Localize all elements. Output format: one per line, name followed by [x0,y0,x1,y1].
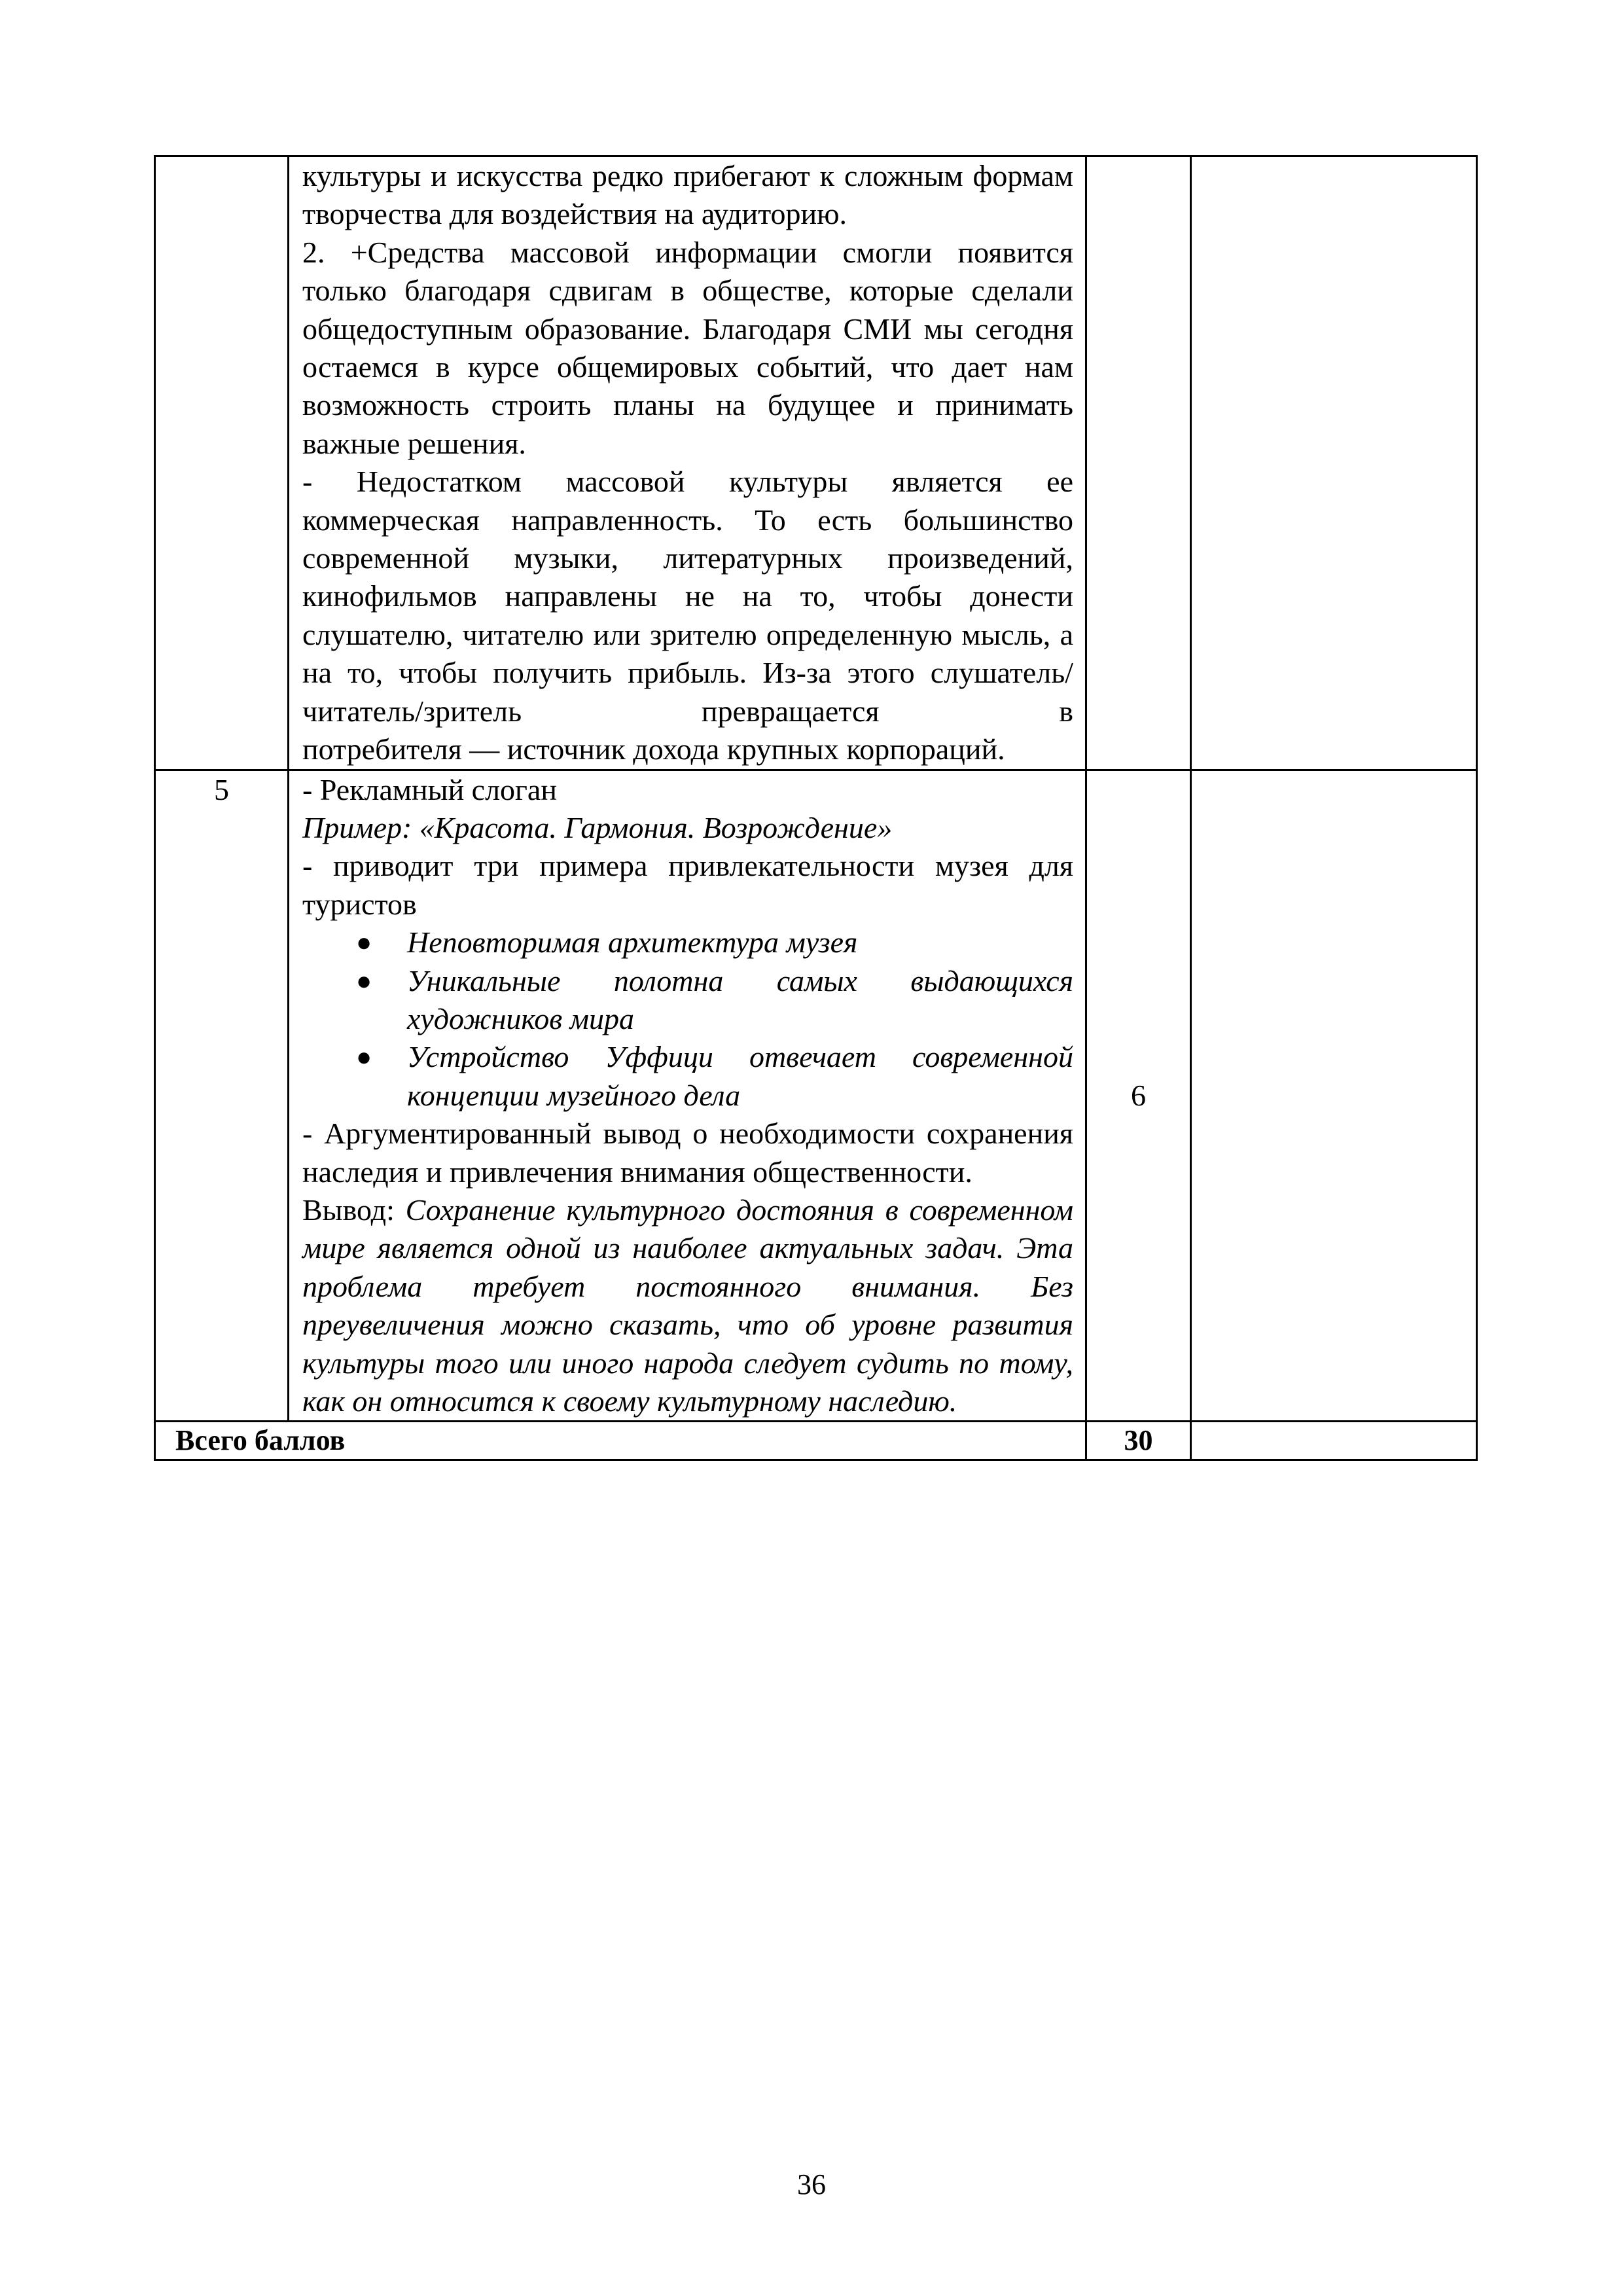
points-cell: 6 [1086,770,1191,1422]
conclusion-label: Вывод: [302,1193,406,1227]
total-label: Всего баллов [155,1422,1086,1460]
attraction-text: Неповторимая архитектура музея [407,925,858,960]
bullet-icon: ● [356,927,372,958]
answer-paragraph: культуры и искусства редко прибегают к сложным формам творчества для воздействия на аудиторию. [302,159,1073,231]
list-item [356,924,1073,961]
answer-paragraph: потребителя — источник дохода крупных корпораций. [302,732,1005,766]
row-number-cell: 5 [155,770,289,1422]
attractions-intro: - приводит три примера привлекательности музея для туристов [302,849,1073,921]
page-number: 36 [797,2168,826,2200]
slogan-label: - Рекламный слоган [302,772,557,806]
attraction-text: Уникальные полотна самых выдающихся художников мира [407,963,1073,1035]
list-item [356,1038,1073,1115]
answer-key-table [154,155,1478,1461]
grade-cell [1191,1422,1477,1460]
table-row-continuation [155,156,1477,770]
answer-paragraph: 2. +Средства массовой информации смогли появится только благодаря сдвигам в обществе, которые сделали общедоступным образование. Благодаря СМИ мы сегодня остаемся в курсе общемировых событий, что дает нам возможность строить планы на будущее и принимать важные решения. [302,235,1073,460]
attraction-text: Устройство Уффици отвечает современной концепции музейного дела [407,1040,1073,1112]
table-row-5 [155,770,1477,1422]
conclusion-text: Сохранение культурного достояния в современном мире является одной из наиболее актуальных задач. Эта проблема требует постоянного внимания. Без преувеличения можно сказать, что об уровне развития культуры того или иного народа следует судить по тому, как он относится к своему культурному наследию. [302,1193,1073,1418]
answer-content-cell [289,770,1086,1422]
conclusion-intro: - Аргументированный вывод о необходимости сохранения наследия и привлечения внимания общественности. [302,1117,1073,1189]
list-item [356,962,1073,1039]
points-cell [1086,156,1191,770]
grade-cell [1191,770,1477,1422]
attractions-list [302,924,1073,1115]
total-points: 30 [1086,1422,1191,1460]
row-number-cell [155,156,289,770]
grade-cell [1191,156,1477,770]
answer-content-cell [289,156,1086,770]
bullet-icon: ● [356,965,372,996]
bullet-icon: ● [356,1042,372,1072]
table-row-total [155,1422,1477,1460]
answer-paragraph: - Недостатком массовой культуры является ее коммерческая направленность. То есть большинство современной музыки, литературных произведений, кинофильмов направлены не на то, чтобы донести слушателю, читателю или зрителю определенную мысль, а на то, чтобы получить прибыль. Из-за этого слушатель/читатель/зритель превращается в [302,465,1073,728]
slogan-example: Пример: «Красота. Гармония. Возрождение» [302,810,893,844]
conclusion-paragraph [302,1191,1073,1420]
